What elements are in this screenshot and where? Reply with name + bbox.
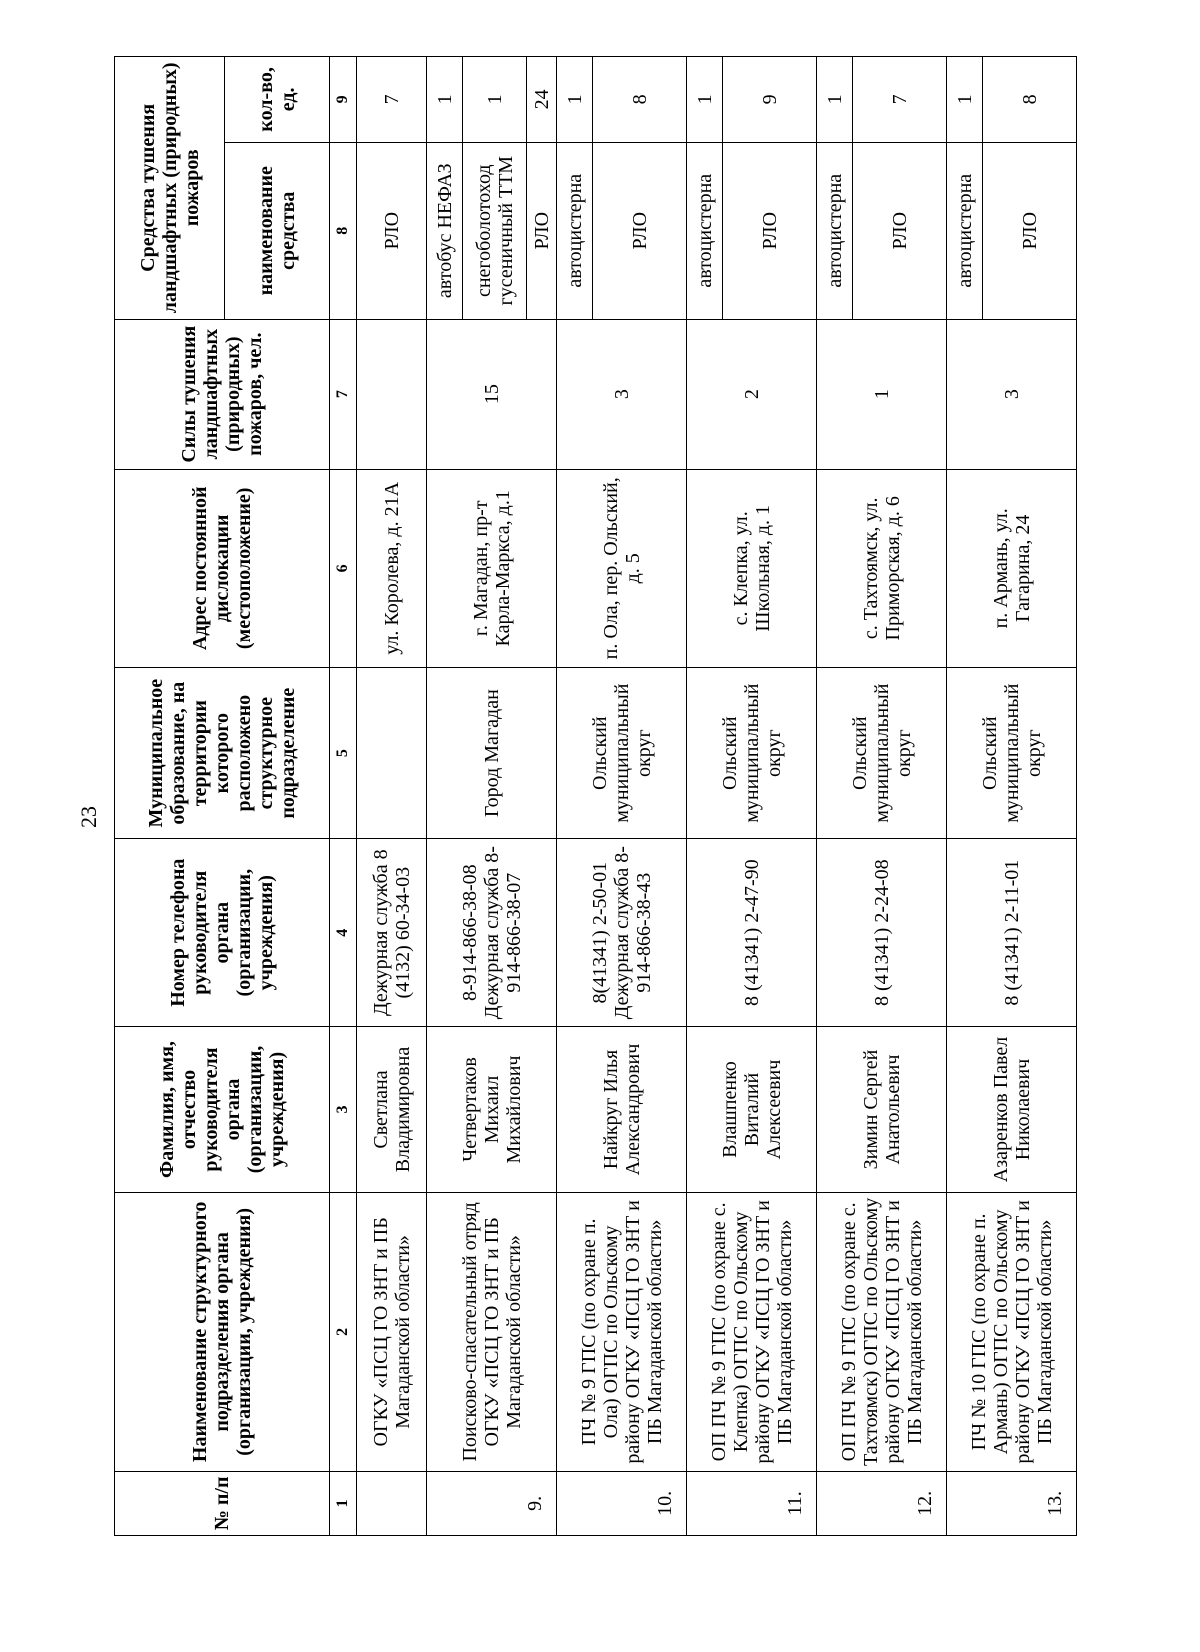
address: с. Тахтоямск, ул. Приморская, д. 6: [817, 469, 947, 667]
column-number-row: [330, 57, 357, 1536]
municipality: Ольский муниципальный округ: [687, 667, 817, 838]
address: с. Клепка, ул. Школьная, д. 1: [687, 469, 817, 667]
address: п. Ола, пер. Ольский, д. 5: [557, 469, 687, 667]
table-row: [357, 57, 427, 1536]
page-number: 23: [76, 806, 101, 828]
head-name: Найкруг Илья Александрович: [557, 1026, 687, 1192]
means-name: РЛО: [357, 142, 427, 319]
table-row: [947, 57, 983, 1536]
table-row: [817, 57, 853, 1536]
unit-name: ПЧ № 10 ГПС (по охране п. Армань) ОГПС по Ольскому району ОГКУ «ПСЦ ГО ЗНТ и ПБ Магаданской области»: [947, 1193, 1077, 1472]
municipality: [357, 667, 427, 838]
means-qty: 7: [357, 57, 427, 143]
row-index: [357, 1471, 427, 1535]
means-qty: 8: [983, 57, 1077, 143]
fire-units-table: [114, 56, 1077, 1536]
address: ул. Королева, д. 21А: [357, 469, 427, 667]
phone: 8 (41341) 2-24-08: [817, 839, 947, 1027]
means-name: РЛО: [593, 142, 687, 319]
forces: 3: [947, 319, 1077, 469]
col-number: 8: [330, 142, 357, 319]
header-unit-name: Наименование структурного подразделения органа (организации, учреждения): [115, 1193, 330, 1472]
municipality: Ольский муниципальный округ: [817, 667, 947, 838]
col-number: 2: [330, 1193, 357, 1472]
row-index: 13.: [947, 1471, 1077, 1535]
header-municipality: Муниципальное образование, на территории которого расположено структурное подразделение: [115, 667, 330, 838]
forces: 15: [427, 319, 557, 469]
unit-name: ОП ПЧ № 9 ГПС (по охране с. Тахтоямск) ОГПС по Ольскому району ОГКУ «ПСЦ ГО ЗНТ и ПБ Магаданской области»: [817, 1193, 947, 1472]
col-number: 4: [330, 839, 357, 1027]
means-name: автоцистерна: [817, 142, 853, 319]
unit-name: ПЧ № 9 ГПС (по охране п. Ола) ОГПС по Ольскому району ОГКУ «ПСЦ ГО ЗНТ и ПБ Магаданской области»: [557, 1193, 687, 1472]
head-name: Четвертаков Михаил Михайлович: [427, 1026, 557, 1192]
forces: [357, 319, 427, 469]
means-qty: 1: [947, 57, 983, 143]
means-name: автоцистерна: [687, 142, 723, 319]
means-name: РЛО: [853, 142, 947, 319]
col-number: 1: [330, 1471, 357, 1535]
means-qty: 24: [527, 57, 557, 143]
forces: 3: [557, 319, 687, 469]
col-number: 5: [330, 667, 357, 838]
rotated-table-sheet: [114, 56, 1066, 1536]
row-index: 10.: [557, 1471, 687, 1535]
means-name: РЛО: [527, 142, 557, 319]
forces: 2: [687, 319, 817, 469]
header-head-name: Фамилия, имя, отчество руководителя органа (организации, учреждения): [115, 1026, 330, 1192]
head-name: Азаренков Павел Николаевич: [947, 1026, 1077, 1192]
means-name: автоцистерна: [947, 142, 983, 319]
means-qty: 1: [427, 57, 463, 143]
row-index: 11.: [687, 1471, 817, 1535]
table-row: [557, 57, 593, 1536]
col-number: 9: [330, 57, 357, 143]
header-means-name: наименование средства: [225, 142, 330, 319]
col-number: 7: [330, 319, 357, 469]
means-name: автоцистерна: [557, 142, 593, 319]
means-qty: 1: [463, 57, 527, 143]
phone: Дежурная служба 8 (4132) 60-34-03: [357, 839, 427, 1027]
means-qty: 7: [853, 57, 947, 143]
head-name: Светлана Владимировна: [357, 1026, 427, 1192]
header-forces: Силы тушения ландшафтных (природных) пожаров, чел.: [115, 319, 330, 469]
means-name: автобус НЕФАЗ: [427, 142, 463, 319]
table-row: [427, 57, 463, 1536]
municipality: Ольский муниципальный округ: [557, 667, 687, 838]
col-number: 3: [330, 1026, 357, 1192]
table-row: [687, 57, 723, 1536]
means-qty: 8: [593, 57, 687, 143]
header-means-qty: кол-во, ед.: [225, 57, 330, 143]
unit-name: Поисково-спасательный отряд ОГКУ «ПСЦ ГО ЗНТ и ПБ Магаданской области»: [427, 1193, 557, 1472]
header-means-group: Средства тушения ландшафтных (природных) пожаров: [115, 57, 225, 320]
means-name: снегоболотоход гусеничный ТТМ: [463, 142, 527, 319]
phone: 8 (41341) 2-11-01: [947, 839, 1077, 1027]
means-qty: 9: [723, 57, 817, 143]
phone: 8 (41341) 2-47-90: [687, 839, 817, 1027]
means-qty: 1: [557, 57, 593, 143]
row-index: 9.: [427, 1471, 557, 1535]
header-index: № п/п: [115, 1471, 330, 1535]
header-phone: Номер телефона руководителя органа (организации, учреждения): [115, 839, 330, 1027]
forces: 1: [817, 319, 947, 469]
col-number: 6: [330, 469, 357, 667]
means-qty: 1: [817, 57, 853, 143]
municipality: Город Магадан: [427, 667, 557, 838]
unit-name: ОП ПЧ № 9 ГПС (по охране с. Клепка) ОГПС по Ольскому району ОГКУ «ПСЦ ГО ЗНТ и ПБ Магаданской области»: [687, 1193, 817, 1472]
means-name: РЛО: [723, 142, 817, 319]
row-index: 12.: [817, 1471, 947, 1535]
header-address: Адрес постоянной дислокации (местоположение): [115, 469, 330, 667]
address: п. Армань, ул. Гагарина, 24: [947, 469, 1077, 667]
head-name: Влашпенко Виталий Алексеевич: [687, 1026, 817, 1192]
phone: 8-914-866-38-08 Дежурная служба 8-914-866-38-07: [427, 839, 557, 1027]
means-qty: 1: [687, 57, 723, 143]
head-name: Зимин Сергей Анатольевич: [817, 1026, 947, 1192]
municipality: Ольский муниципальный округ: [947, 667, 1077, 838]
phone: 8(41341) 2-50-01 Дежурная служба 8-914-866-38-43: [557, 839, 687, 1027]
means-name: РЛО: [983, 142, 1077, 319]
unit-name: ОГКУ «ПСЦ ГО ЗНТ и ПБ Магаданской области»: [357, 1193, 427, 1472]
address: г. Магадан, пр-т Карла-Маркса, д.1: [427, 469, 557, 667]
